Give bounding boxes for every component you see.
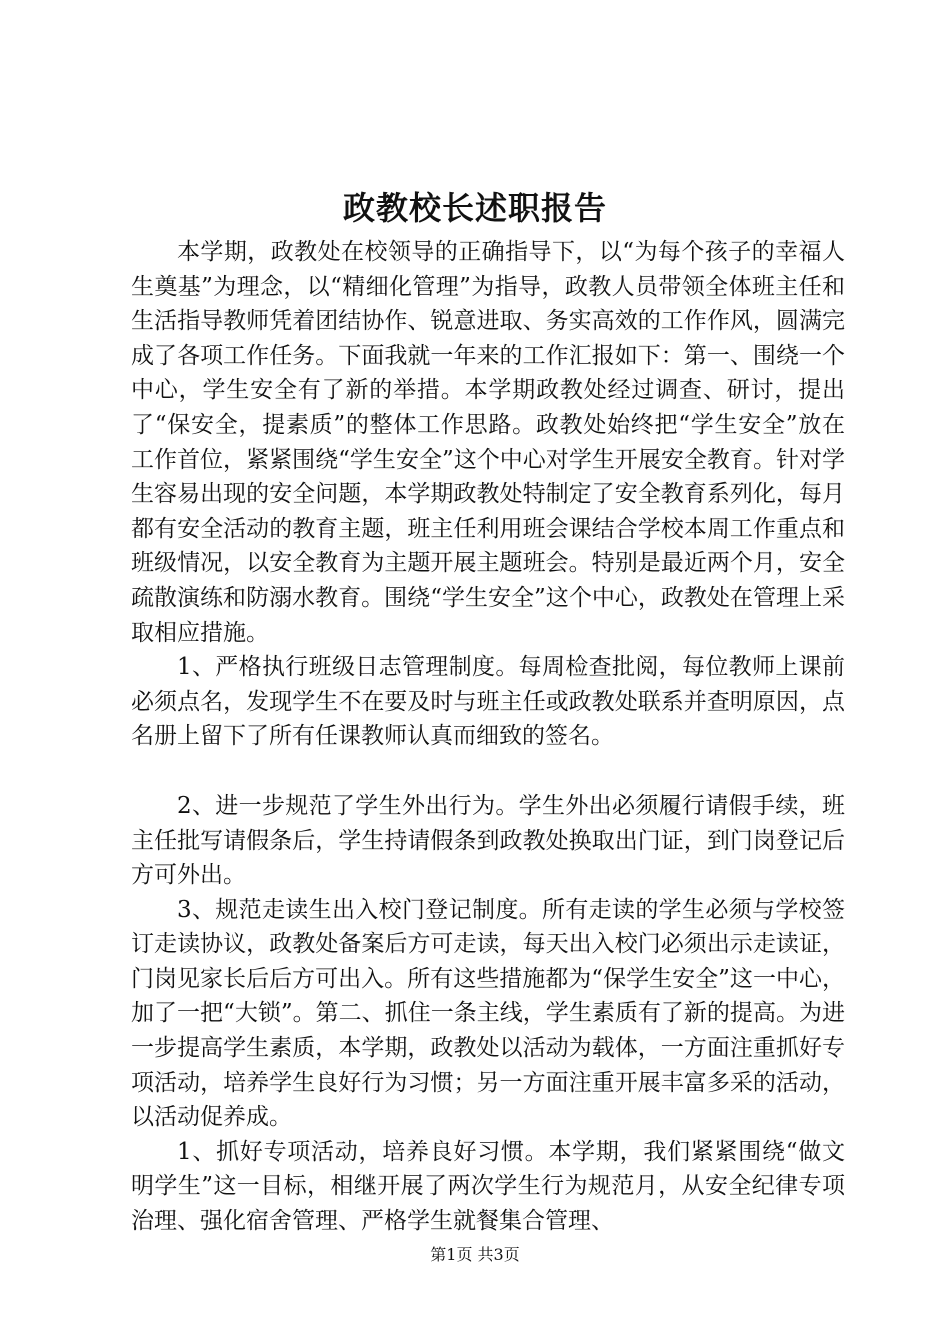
document-body bbox=[131, 235, 845, 1239]
document-title: 政教校长述职报告 bbox=[342, 189, 607, 227]
paragraph-item-1: 1、严格执行班级日志管理制度。每周检查批阅，每位教师上课前必须点名，发现学生不在要及时与班主任或政教处联系并查明原因，点名册上留下了所有任课教师认真而细致的签名。 bbox=[131, 654, 845, 750]
page-number-footer: 第1页 共3页 bbox=[430, 1245, 520, 1264]
paragraph-intro: 本学期，政教处在校领导的正确指导下，以“为每个孩子的幸福人生奠基”为理念，以“精细化管理”为指导，政教人员带领全体班主任和生活指导教师凭着团结协作、锐意进取、务实高效的工作作风，圆满完成了各项工作任务。下面我就一年来的工作汇报如下：第一、围绕一个中心，学生安全有了新的举措。本学期政教处经过调查、研讨，提出了“保安全，提素质”的整体工作思路。政教处始终把“学生安全”放在工作首位，紧紧围绕“学生安全”这个中心对学生开展安全教育。针对学生容易出现的安全问题，本学期政教处特制定了安全教育系列化，每月都有安全活动的教育主题，班主任利用班会课结合学校本周工作重点和班级情况，以安全教育为主题开展主题班会。特别是最近两个月，安全疏散演练和防溺水教育。围绕“学生安全”这个中心，政教处在管理上采取相应措施。 bbox=[131, 239, 845, 646]
paragraph-item-2: 2、进一步规范了学生外出行为。学生外出必须履行请假手续，班主任批写请假条后，学生持请假条到政教处换取出门证，到门岗登记后方可外出。 bbox=[131, 792, 845, 889]
paragraph-item-3: 3、规范走读生出入校门登记制度。所有走读的学生必须与学校签订走读协议，政教处备案后方可走读，每天出入校门必须出示走读证，门岗见家长后后方可出入。所有这些措施都为“保学生安全”这一中心，加了一把“大锁”。第二、抓住一条主线，学生素质有了新的提高。为进一步提高学生素质，本学期，政教处以活动为载体，一方面注重抓好专项活动，培养学生良好行为习惯；另一方面注重开展丰富多采的活动，以活动促养成。 bbox=[131, 896, 845, 1131]
paragraph-item-4: 1、抓好专项活动，培养良好习惯。本学期，我们紧紧围绕“做文明学生”这一目标，相继开展了两次学生行为规范月，从安全纪律专项治理、强化宿舍管理、严格学生就餐集合管理、 bbox=[131, 1138, 845, 1235]
